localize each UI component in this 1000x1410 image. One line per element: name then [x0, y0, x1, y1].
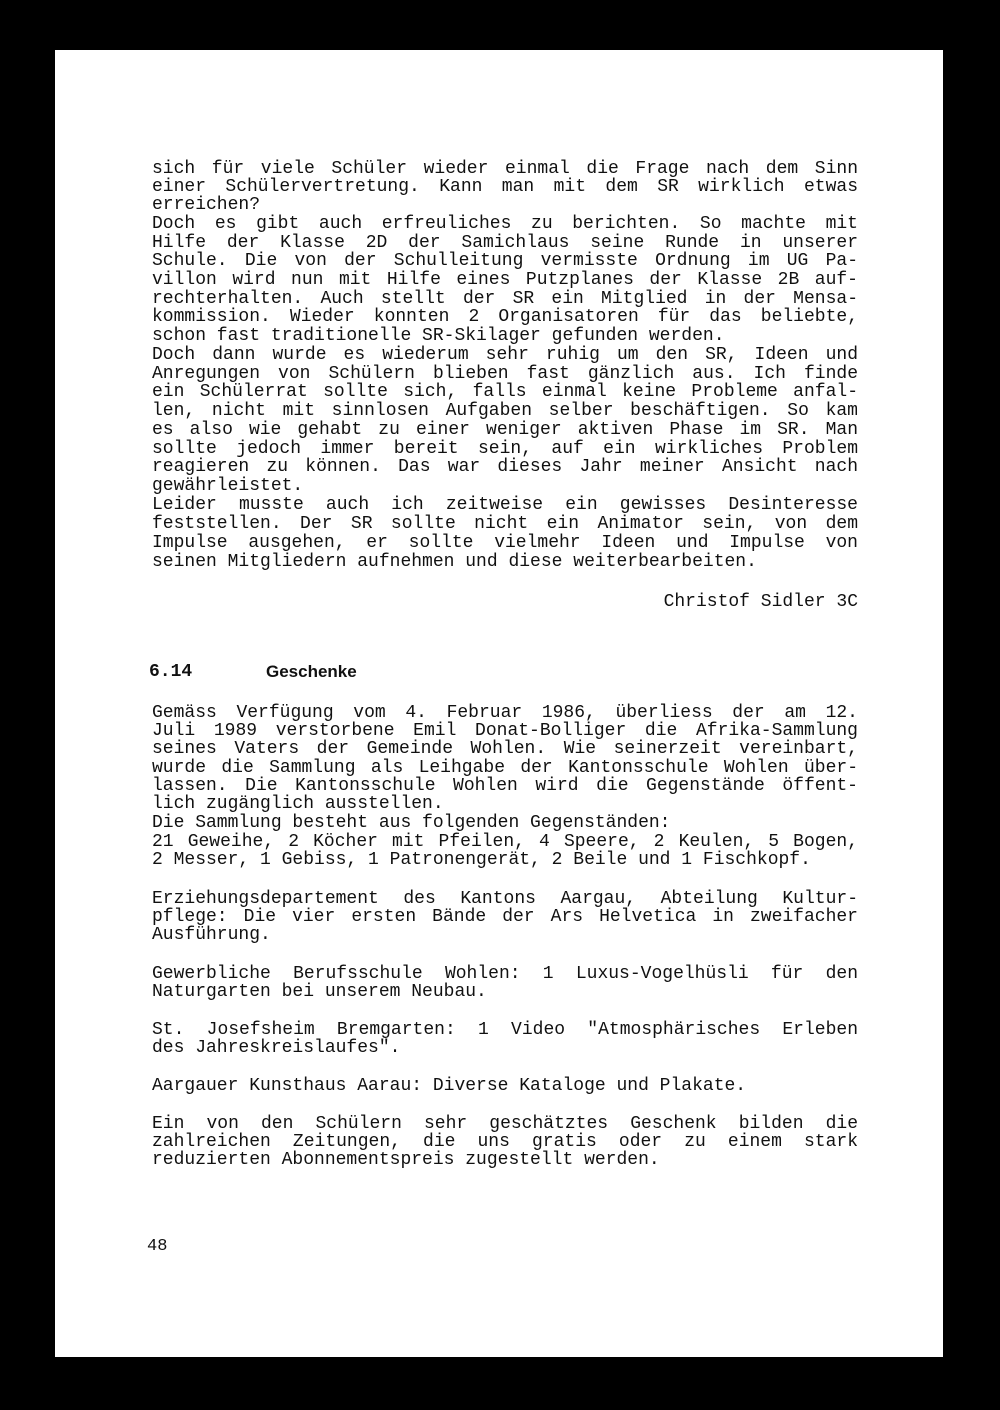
gifts-line: Juli 1989 verstorbene Emil Donat-Bolliger die Afrika-Sammlung: [152, 721, 858, 741]
report-line: len, nicht mit sinnlosen Aufgaben selber beschäftigen. So kam: [152, 401, 858, 421]
report-line: schon fast traditionelle SR-Skilager gefunden werden.: [152, 326, 725, 346]
report-line: einer Schülervertretung. Kann man mit dem SR wirklich etwas: [152, 177, 858, 197]
report-line: rechterhalten. Auch stellt der SR ein Mitglied in der Mensa-: [152, 289, 858, 309]
section-title: Geschenke: [266, 662, 357, 681]
report-line: seinen Mitgliedern aufnehmen und diese weiterbearbeiten.: [152, 552, 757, 572]
gifts-line: seines Vaters der Gemeinde Wohlen. Wie seinerzeit vereinbart,: [152, 739, 858, 759]
report-line: feststellen. Der SR sollte nicht ein Animator sein, von dem: [152, 514, 858, 534]
report-line: erreichen?: [152, 195, 261, 215]
author-signature: Christof Sidler 3C: [663, 592, 858, 612]
report-line: Doch es gibt auch erfreuliches zu berichten. So machte mit: [152, 214, 858, 234]
page-number: 48: [147, 1237, 168, 1256]
report-line: Hilfe der Klasse 2D der Samichlaus seine Runde in unserer: [152, 233, 858, 253]
gifts-line: wurde die Sammlung als Leihgabe der Kantonsschule Wohlen über-: [152, 758, 858, 778]
report-line: villon wird nun mit Hilfe eines Putzplanes der Klasse 2B auf-: [152, 270, 858, 290]
report-line: Anregungen von Schülern blieben fast gänzlich aus. Ich finde: [152, 364, 858, 384]
report-line: sich für viele Schüler wieder einmal die Frage nach dem Sinn: [152, 159, 858, 179]
report-line: gewährleistet.: [152, 476, 304, 496]
section-number: 6.14: [149, 662, 193, 682]
gifts-line: Gemäss Verfügung vom 4. Februar 1986, überliess der am 12.: [152, 703, 858, 723]
report-line: Leider musste auch ich zeitweise ein gewisses Desinteresse: [152, 495, 858, 515]
gifts-line: St. Josefsheim Bremgarten: 1 Video "Atmosphärisches Erleben: [152, 1020, 858, 1040]
gifts-line: Gewerbliche Berufsschule Wohlen: 1 Luxus-Vogelhüsli für den: [152, 964, 858, 984]
gifts-line: Aargauer Kunsthaus Aarau: Diverse Kataloge und Plakate.: [152, 1076, 747, 1096]
gifts-line: lich zugänglich ausstellen.: [152, 794, 444, 814]
gifts-line: zahlreichen Zeitungen, die uns gratis oder zu einem stark: [152, 1132, 858, 1152]
report-line: kommission. Wieder konnten 2 Organisatoren für das beliebte,: [152, 307, 858, 327]
document-page: [55, 50, 943, 1357]
report-line: es also wie gehabt zu einer weniger aktiven Phase im SR. Man: [152, 420, 858, 440]
report-line: reagieren zu können. Das war dieses Jahr meiner Ansicht nach: [152, 457, 858, 477]
gifts-line: des Jahreskreislaufes".: [152, 1038, 401, 1058]
gifts-line: lassen. Die Kantonsschule Wohlen wird die Gegenstände öffent-: [152, 776, 858, 796]
report-line: Impulse ausgehen, er sollte vielmehr Ideen und Impulse von: [152, 533, 858, 553]
gifts-line: Ausführung.: [152, 925, 271, 945]
gifts-line: pflege: Die vier ersten Bände der Ars Helvetica in zweifacher: [152, 907, 858, 927]
report-line: Schule. Die von der Schulleitung vermisste Ordnung im UG Pa-: [152, 251, 858, 271]
gifts-line: Ein von den Schülern sehr geschätztes Geschenk bilden die: [152, 1114, 858, 1134]
gifts-line: 2 Messer, 1 Gebiss, 1 Patronengerät, 2 Beile und 1 Fischkopf.: [152, 850, 811, 870]
gifts-line: Naturgarten bei unserem Neubau.: [152, 982, 487, 1002]
report-line: Doch dann wurde es wiederum sehr ruhig um den SR, Ideen und: [152, 345, 858, 365]
report-line: sollte jedoch immer bereit sein, auf ein wirkliches Problem: [152, 439, 858, 459]
gifts-line: Erziehungsdepartement des Kantons Aargau, Abteilung Kultur-: [152, 889, 858, 909]
gifts-line: reduzierten Abonnementspreis zugestellt werden.: [152, 1150, 660, 1170]
gifts-line: 21 Geweihe, 2 Köcher mit Pfeilen, 4 Speere, 2 Keulen, 5 Bogen,: [152, 832, 858, 852]
report-line: ein Schülerrat sollte sich, falls einmal keine Probleme anfal-: [152, 382, 858, 402]
gifts-line: Die Sammlung besteht aus folgenden Gegenständen:: [152, 813, 671, 833]
